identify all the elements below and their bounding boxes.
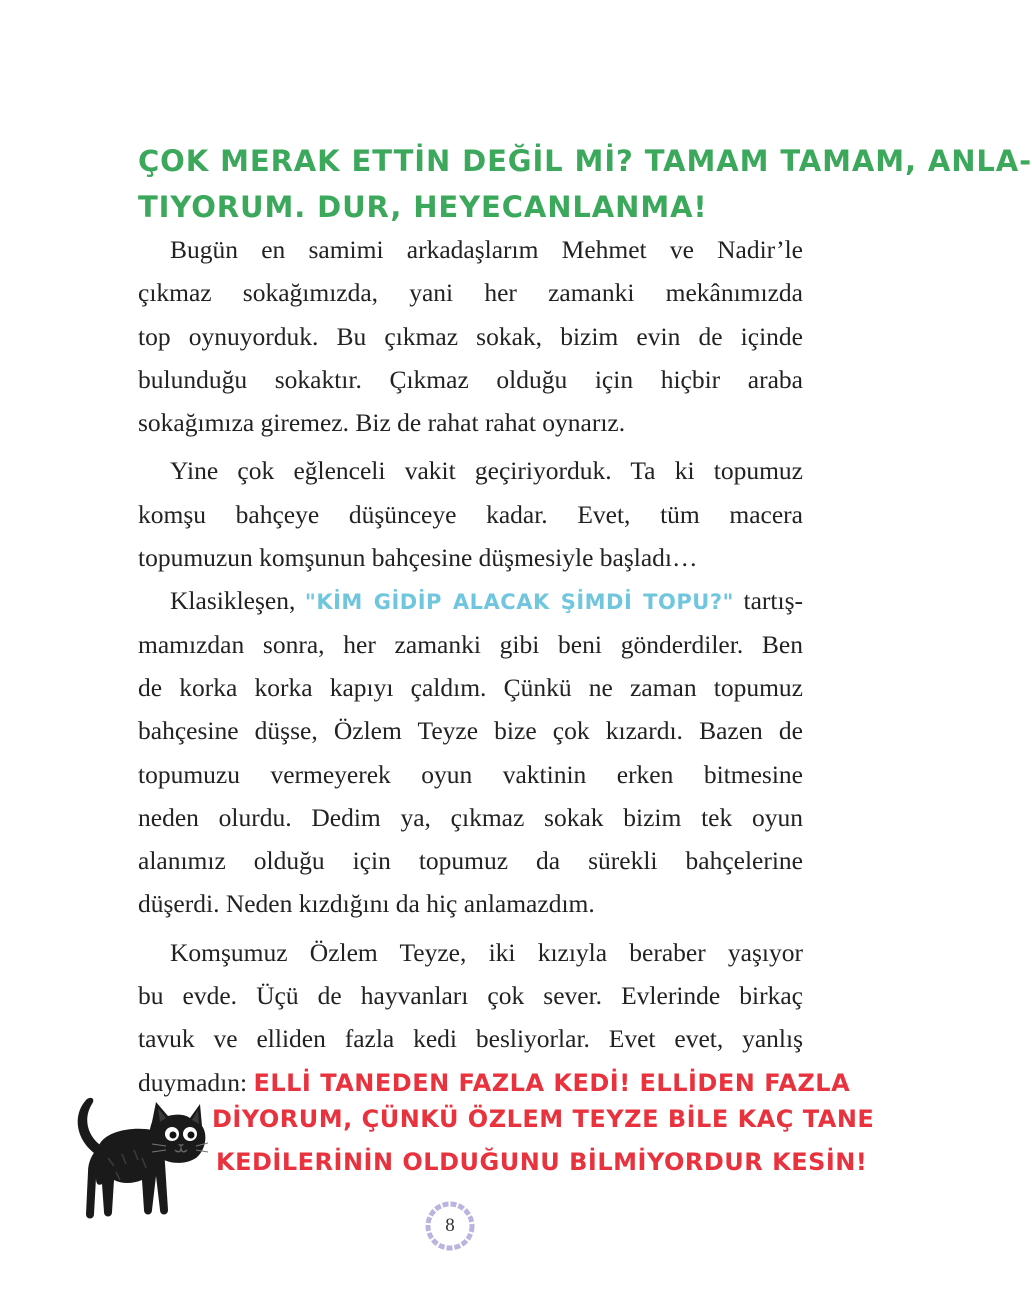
text-fragment: tartış- <box>733 586 803 616</box>
text-line: alanımız olduğu için topumuz da sürekli bahçelerine <box>138 846 803 876</box>
text-line: düşerdi. Neden kızdığını da hiç anlamazdım. <box>138 889 595 919</box>
paragraph-4 <box>138 931 851 1104</box>
text-line: neden olurdu. Dedim ya, çıkmaz sokak bizim tek oyun <box>138 802 803 832</box>
text-line: çıkmaz sokağımızda, yani her zamanki mekânımızda <box>138 278 803 308</box>
story-text <box>138 228 851 1104</box>
quote-highlight: "KİM GİDİP ALACAK ŞİMDİ TOPU?" <box>304 590 734 615</box>
text-line: topumuzun komşunun bahçesine düşmesiyle başladı… <box>138 543 698 573</box>
paragraph-3 <box>138 579 803 925</box>
text-line: topumuzu vermeyerek oyun vaktinin erken bitmesine <box>138 759 803 789</box>
heading-line-1: ÇOK MERAK ETTİN DEĞİL Mİ? TAMAM TAMAM, ANLA- <box>138 144 1032 178</box>
black-cat-icon <box>68 1088 208 1228</box>
text-line: sokağımıza giremez. Biz de rahat rahat oynarız. <box>138 408 626 438</box>
emphasis-block <box>212 1098 875 1184</box>
text-fragment: duymadın: <box>138 1067 254 1097</box>
emphasis-line: KEDİLERİNİN OLDUĞUNU BİLMİYORDUR KESİN! <box>216 1148 868 1176</box>
text-line: Komşumuz Özlem Teyze, iki kızıyla beraber yaşıyor <box>170 937 803 967</box>
text-line: Yine çok eğlenceli vakit geçiriyorduk. Ta ki topumuz <box>170 456 803 486</box>
text-line: bahçesine düşse, Özlem Teyze bize çok kızardı. Bazen de <box>138 716 803 746</box>
text-line: Bugün en samimi arkadaşlarım Mehmet ve Nadir’le <box>170 235 803 264</box>
text-line: bulunduğu sokaktır. Çıkmaz olduğu için hiçbir araba <box>138 364 803 394</box>
paragraph-2 <box>138 449 803 579</box>
text-line: de korka korka kapıyı çaldım. Çünkü ne zaman topumuz <box>138 672 803 702</box>
text-line: tavuk ve elliden fazla kedi besliyorlar. Evet evet, yanlış <box>138 1024 803 1054</box>
page-number-badge <box>424 1200 476 1252</box>
text-line: mamızdan sonra, her zamanki gibi beni gönderdiler. Ben <box>138 629 803 659</box>
text-line-with-quote <box>138 579 803 622</box>
heading-line-2: TIYORUM. DUR, HEYECANLANMA! <box>138 190 708 224</box>
emphasis-highlight: ELLİ TANEDEN FAZLA KEDİ! ELLİDEN FAZLA <box>253 1068 851 1097</box>
text-line: top oynuyorduk. Bu çıkmaz sokak, bizim evin de içinde <box>138 321 803 351</box>
text-line: komşu bahçeye düşünceye kadar. Evet, tüm macera <box>138 499 803 529</box>
text-fragment: Klasikleşen, <box>170 586 305 616</box>
chapter-heading <box>138 138 1032 230</box>
paragraph-1 <box>138 228 803 444</box>
emphasis-line: DİYORUM, ÇÜNKÜ ÖZLEM TEYZE BİLE KAÇ TANE <box>212 1105 875 1133</box>
text-line: bu evde. Üçü de hayvanları çok sever. Evlerinde birkaç <box>138 981 803 1011</box>
page-number: 8 <box>445 1215 455 1236</box>
